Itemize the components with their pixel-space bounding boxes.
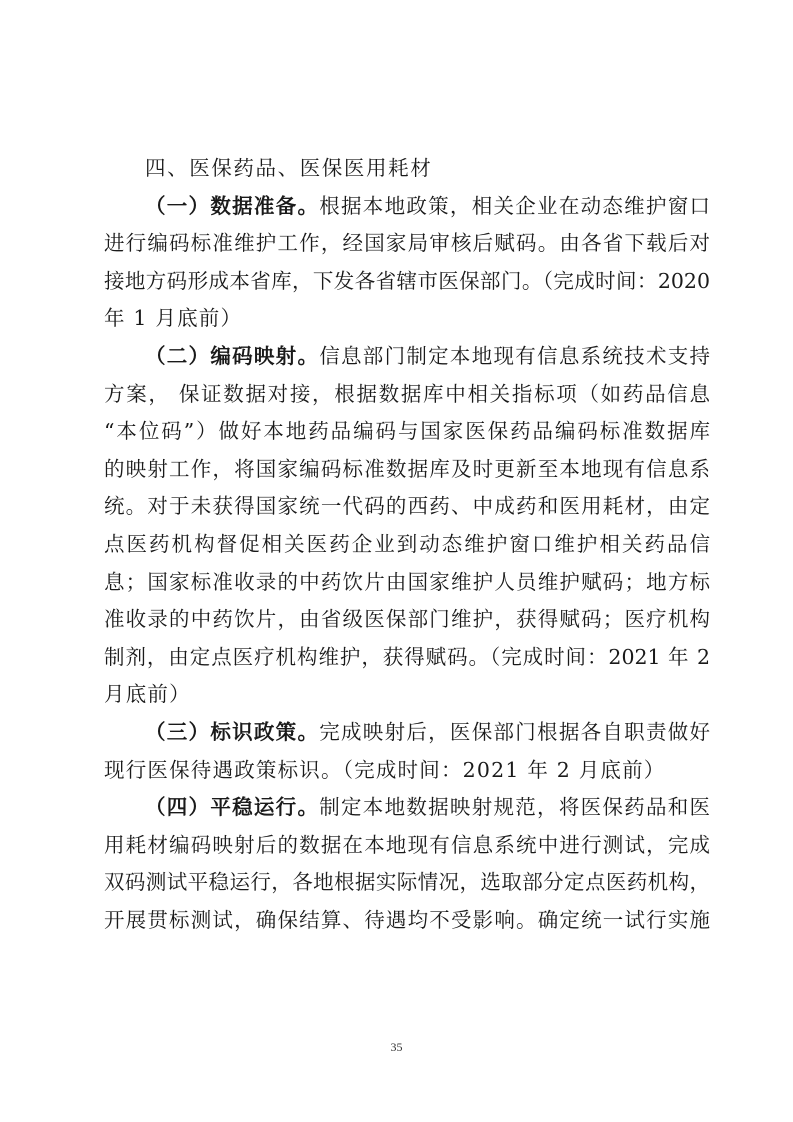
paragraph-text: 完成映射后，医保部门根据各自职责做好 [319, 719, 710, 744]
paragraph-line: 点医药机构督促相关医药企业到动态维护窗口维护相关药品信 [104, 531, 710, 556]
paragraph-line: 现行医保待遇政策标识。（完成时间：2021 年 2 月底前） [104, 757, 666, 782]
paragraph-text: 制定本地数据映射规范，将医保药品和医 [319, 795, 710, 820]
paragraph-line: 月底前） [104, 682, 191, 707]
paragraph-line: “本位码”）做好本地药品编码与国家医保药品编码标准数据库 [104, 419, 710, 444]
paragraph-line [104, 714, 710, 752]
paragraph-label: （四）平稳运行。 [145, 795, 320, 820]
paragraph-label: （一）数据准备。 [145, 193, 320, 218]
paragraph-line: 接地方码形成本省库，下发各省辖市医保部门。（完成时间：2020 [104, 268, 710, 293]
paragraph-label: （二）编码映射。 [145, 343, 320, 368]
page-number: 35 [390, 1040, 403, 1054]
paragraph-line: 用耗材编码映射后的数据在本地现有信息系统中进行测试，完成 [104, 832, 710, 857]
paragraph-line: 制剂，由定点医疗机构维护，获得赋码。（完成时间：2021 年 2 [104, 644, 710, 669]
paragraph-line: 双码测试平稳运行，各地根据实际情况，选取部分定点医药机构， [104, 870, 710, 895]
document-body [104, 150, 710, 939]
paragraph-line [104, 789, 710, 827]
paragraph-text: 根据本地政策，相关企业在动态维护窗口 [319, 193, 710, 218]
paragraph-line: 年 1 月底前） [104, 306, 243, 331]
paragraph-line: 进行编码标准维护工作，经国家局审核后赋码。由各省下载后对 [104, 231, 710, 256]
paragraph-line: 准收录的中药饮片，由省级医保部门维护，获得赋码；医疗机构 [104, 607, 710, 632]
paragraph-text: 信息部门制定本地现有信息系统技术支持 [319, 343, 710, 368]
paragraph-line: 开展贯标测试，确保结算、待遇均不受影响。确定统一试行实施 [104, 907, 710, 932]
paragraph-line: 方案， 保证数据对接，根据数据库中相关指标项（如药品信息 [104, 381, 710, 406]
paragraph-line [104, 338, 710, 376]
paragraph-label: （三）标识政策。 [145, 719, 320, 744]
paragraph-line: 的映射工作，将国家编码标准数据库及时更新至本地现有信息系 [104, 456, 710, 481]
section-heading: 四、医保药品、医保医用耗材 [145, 156, 433, 180]
paragraph-line [104, 188, 710, 226]
paragraph-line: 统。对于未获得国家统一代码的西药、中成药和医用耗材，由定 [104, 494, 710, 519]
paragraph-line: 息；国家标准收录的中药饮片由国家维护人员维护赋码；地方标 [104, 569, 710, 594]
